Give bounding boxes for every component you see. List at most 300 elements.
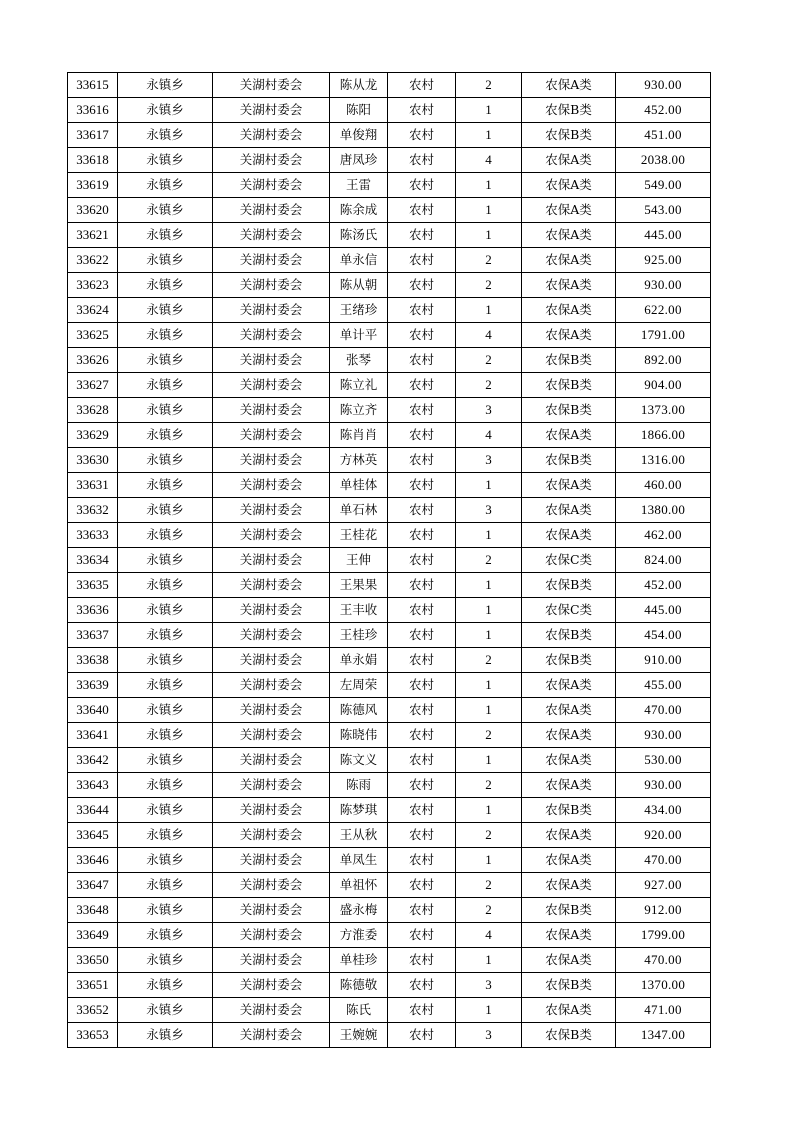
village-committee-cell: 关湖村委会 [213,598,330,623]
area-type-cell: 农村 [388,248,456,273]
township-cell: 永镇乡 [118,98,213,123]
household-count-cell: 1 [456,748,522,773]
village-committee-cell: 关湖村委会 [213,73,330,98]
serial-number-cell: 33615 [68,73,118,98]
insurance-category-cell: 农保A类 [522,823,616,848]
area-type-cell: 农村 [388,198,456,223]
village-committee-cell: 关湖村委会 [213,573,330,598]
table-row [68,373,711,398]
amount-cell: 460.00 [616,473,711,498]
amount-cell: 927.00 [616,873,711,898]
household-count-cell: 2 [456,723,522,748]
serial-number-cell: 33616 [68,98,118,123]
township-cell: 永镇乡 [118,898,213,923]
household-count-cell: 2 [456,248,522,273]
village-committee-cell: 关湖村委会 [213,423,330,448]
village-committee-cell: 关湖村委会 [213,398,330,423]
amount-cell: 451.00 [616,123,711,148]
insurance-category-cell: 农保B类 [522,1023,616,1048]
serial-number-cell: 33647 [68,873,118,898]
insurance-category-cell: 农保A类 [522,873,616,898]
person-name-cell: 唐凤珍 [330,148,388,173]
village-committee-cell: 关湖村委会 [213,1023,330,1048]
amount-cell: 445.00 [616,223,711,248]
person-name-cell: 王婉婉 [330,1023,388,1048]
household-count-cell: 2 [456,648,522,673]
table-row [68,473,711,498]
village-committee-cell: 关湖村委会 [213,498,330,523]
insurance-category-cell: 农保B类 [522,648,616,673]
village-committee-cell: 关湖村委会 [213,548,330,573]
insurance-category-cell: 农保B类 [522,973,616,998]
township-cell: 永镇乡 [118,798,213,823]
amount-cell: 824.00 [616,548,711,573]
person-name-cell: 王桂花 [330,523,388,548]
amount-cell: 920.00 [616,823,711,848]
table-row [68,348,711,373]
serial-number-cell: 33627 [68,373,118,398]
village-committee-cell: 关湖村委会 [213,998,330,1023]
area-type-cell: 农村 [388,998,456,1023]
area-type-cell: 农村 [388,798,456,823]
village-committee-cell: 关湖村委会 [213,698,330,723]
township-cell: 永镇乡 [118,673,213,698]
area-type-cell: 农村 [388,773,456,798]
serial-number-cell: 33625 [68,323,118,348]
insurance-category-cell: 农保B类 [522,98,616,123]
table-row [68,673,711,698]
insurance-category-cell: 农保C类 [522,548,616,573]
township-cell: 永镇乡 [118,473,213,498]
amount-cell: 455.00 [616,673,711,698]
village-committee-cell: 关湖村委会 [213,198,330,223]
household-count-cell: 2 [456,348,522,373]
serial-number-cell: 33621 [68,223,118,248]
village-committee-cell: 关湖村委会 [213,773,330,798]
township-cell: 永镇乡 [118,173,213,198]
table-row [68,948,711,973]
roster-body [68,73,711,1048]
insurance-category-cell: 农保B类 [522,898,616,923]
area-type-cell: 农村 [388,1023,456,1048]
table-row [68,698,711,723]
township-cell: 永镇乡 [118,573,213,598]
serial-number-cell: 33652 [68,998,118,1023]
township-cell: 永镇乡 [118,848,213,873]
township-cell: 永镇乡 [118,323,213,348]
person-name-cell: 单祖怀 [330,873,388,898]
amount-cell: 930.00 [616,773,711,798]
area-type-cell: 农村 [388,973,456,998]
table-row [68,898,711,923]
table-row [68,623,711,648]
serial-number-cell: 33631 [68,473,118,498]
village-committee-cell: 关湖村委会 [213,623,330,648]
township-cell: 永镇乡 [118,723,213,748]
village-committee-cell: 关湖村委会 [213,973,330,998]
table-row [68,498,711,523]
insurance-category-cell: 农保A类 [522,748,616,773]
amount-cell: 1866.00 [616,423,711,448]
village-committee-cell: 关湖村委会 [213,923,330,948]
township-cell: 永镇乡 [118,623,213,648]
table-row [68,973,711,998]
area-type-cell: 农村 [388,498,456,523]
township-cell: 永镇乡 [118,348,213,373]
amount-cell: 470.00 [616,848,711,873]
area-type-cell: 农村 [388,98,456,123]
township-cell: 永镇乡 [118,823,213,848]
table-row [68,123,711,148]
insurance-category-cell: 农保A类 [522,673,616,698]
serial-number-cell: 33632 [68,498,118,523]
household-count-cell: 3 [456,498,522,523]
amount-cell: 925.00 [616,248,711,273]
insurance-category-cell: 农保B类 [522,398,616,423]
household-count-cell: 1 [456,673,522,698]
village-committee-cell: 关湖村委会 [213,448,330,473]
serial-number-cell: 33639 [68,673,118,698]
serial-number-cell: 33630 [68,448,118,473]
person-name-cell: 方林英 [330,448,388,473]
person-name-cell: 单石林 [330,498,388,523]
township-cell: 永镇乡 [118,398,213,423]
area-type-cell: 农村 [388,298,456,323]
table-row [68,723,711,748]
person-name-cell: 陈余成 [330,198,388,223]
township-cell: 永镇乡 [118,198,213,223]
area-type-cell: 农村 [388,473,456,498]
serial-number-cell: 33640 [68,698,118,723]
village-committee-cell: 关湖村委会 [213,798,330,823]
person-name-cell: 单计平 [330,323,388,348]
area-type-cell: 农村 [388,873,456,898]
household-count-cell: 1 [456,798,522,823]
area-type-cell: 农村 [388,573,456,598]
person-name-cell: 王果果 [330,573,388,598]
amount-cell: 930.00 [616,723,711,748]
village-committee-cell: 关湖村委会 [213,348,330,373]
amount-cell: 471.00 [616,998,711,1023]
serial-number-cell: 33650 [68,948,118,973]
township-cell: 永镇乡 [118,423,213,448]
township-cell: 永镇乡 [118,698,213,723]
household-count-cell: 2 [456,773,522,798]
household-count-cell: 1 [456,473,522,498]
amount-cell: 543.00 [616,198,711,223]
township-cell: 永镇乡 [118,523,213,548]
insurance-category-cell: 农保A类 [522,923,616,948]
area-type-cell: 农村 [388,623,456,648]
person-name-cell: 张琴 [330,348,388,373]
area-type-cell: 农村 [388,73,456,98]
table-row [68,448,711,473]
household-count-cell: 4 [456,323,522,348]
serial-number-cell: 33648 [68,898,118,923]
serial-number-cell: 33618 [68,148,118,173]
insurance-category-cell: 农保B类 [522,448,616,473]
township-cell: 永镇乡 [118,598,213,623]
table-row [68,148,711,173]
insurance-category-cell: 农保A类 [522,948,616,973]
table-row [68,773,711,798]
household-count-cell: 1 [456,948,522,973]
area-type-cell: 农村 [388,923,456,948]
household-count-cell: 2 [456,73,522,98]
area-type-cell: 农村 [388,348,456,373]
person-name-cell: 陈阳 [330,98,388,123]
amount-cell: 2038.00 [616,148,711,173]
table-row [68,273,711,298]
amount-cell: 930.00 [616,73,711,98]
amount-cell: 904.00 [616,373,711,398]
person-name-cell: 陈德风 [330,698,388,723]
insurance-category-cell: 农保A类 [522,498,616,523]
person-name-cell: 王桂珍 [330,623,388,648]
insurance-category-cell: 农保A类 [522,223,616,248]
village-committee-cell: 关湖村委会 [213,523,330,548]
serial-number-cell: 33642 [68,748,118,773]
insurance-category-cell: 农保A类 [522,173,616,198]
household-count-cell: 3 [456,398,522,423]
insurance-category-cell: 农保A类 [522,298,616,323]
serial-number-cell: 33645 [68,823,118,848]
person-name-cell: 陈德敬 [330,973,388,998]
household-count-cell: 2 [456,873,522,898]
serial-number-cell: 33619 [68,173,118,198]
area-type-cell: 农村 [388,323,456,348]
table-row [68,173,711,198]
amount-cell: 1791.00 [616,323,711,348]
insurance-category-cell: 农保A类 [522,848,616,873]
serial-number-cell: 33651 [68,973,118,998]
household-count-cell: 1 [456,623,522,648]
serial-number-cell: 33620 [68,198,118,223]
household-count-cell: 3 [456,973,522,998]
person-name-cell: 方淮委 [330,923,388,948]
household-count-cell: 2 [456,273,522,298]
person-name-cell: 单桂体 [330,473,388,498]
person-name-cell: 王绪珍 [330,298,388,323]
serial-number-cell: 33653 [68,1023,118,1048]
insurance-category-cell: 农保B类 [522,348,616,373]
serial-number-cell: 33629 [68,423,118,448]
area-type-cell: 农村 [388,373,456,398]
person-name-cell: 陈氏 [330,998,388,1023]
serial-number-cell: 33634 [68,548,118,573]
household-count-cell: 1 [456,123,522,148]
amount-cell: 462.00 [616,523,711,548]
amount-cell: 930.00 [616,273,711,298]
table-row [68,248,711,273]
area-type-cell: 农村 [388,823,456,848]
village-committee-cell: 关湖村委会 [213,473,330,498]
person-name-cell: 王伸 [330,548,388,573]
area-type-cell: 农村 [388,398,456,423]
household-count-cell: 1 [456,573,522,598]
insurance-category-cell: 农保B类 [522,623,616,648]
area-type-cell: 农村 [388,523,456,548]
amount-cell: 470.00 [616,698,711,723]
roster-table [67,72,711,1048]
village-committee-cell: 关湖村委会 [213,848,330,873]
amount-cell: 434.00 [616,798,711,823]
area-type-cell: 农村 [388,948,456,973]
table-row [68,648,711,673]
serial-number-cell: 33649 [68,923,118,948]
person-name-cell: 陈肖肖 [330,423,388,448]
table-row [68,823,711,848]
village-committee-cell: 关湖村委会 [213,648,330,673]
township-cell: 永镇乡 [118,973,213,998]
insurance-category-cell: 农保A类 [522,773,616,798]
township-cell: 永镇乡 [118,248,213,273]
table-row [68,798,711,823]
table-row [68,523,711,548]
insurance-category-cell: 农保C类 [522,598,616,623]
township-cell: 永镇乡 [118,873,213,898]
household-count-cell: 2 [456,823,522,848]
township-cell: 永镇乡 [118,448,213,473]
household-count-cell: 4 [456,148,522,173]
amount-cell: 470.00 [616,948,711,973]
village-committee-cell: 关湖村委会 [213,173,330,198]
household-count-cell: 2 [456,898,522,923]
amount-cell: 454.00 [616,623,711,648]
insurance-category-cell: 农保A类 [522,473,616,498]
serial-number-cell: 33638 [68,648,118,673]
table-row [68,848,711,873]
area-type-cell: 农村 [388,698,456,723]
township-cell: 永镇乡 [118,298,213,323]
township-cell: 永镇乡 [118,923,213,948]
village-committee-cell: 关湖村委会 [213,898,330,923]
insurance-category-cell: 农保A类 [522,73,616,98]
table-row [68,298,711,323]
area-type-cell: 农村 [388,448,456,473]
household-count-cell: 3 [456,1023,522,1048]
insurance-category-cell: 农保A类 [522,523,616,548]
serial-number-cell: 33646 [68,848,118,873]
village-committee-cell: 关湖村委会 [213,673,330,698]
serial-number-cell: 33626 [68,348,118,373]
person-name-cell: 陈从龙 [330,73,388,98]
insurance-category-cell: 农保A类 [522,323,616,348]
area-type-cell: 农村 [388,223,456,248]
household-count-cell: 1 [456,198,522,223]
person-name-cell: 陈立齐 [330,398,388,423]
table-row [68,423,711,448]
amount-cell: 1316.00 [616,448,711,473]
village-committee-cell: 关湖村委会 [213,98,330,123]
insurance-category-cell: 农保A类 [522,698,616,723]
amount-cell: 452.00 [616,573,711,598]
township-cell: 永镇乡 [118,148,213,173]
area-type-cell: 农村 [388,898,456,923]
table-row [68,73,711,98]
amount-cell: 1370.00 [616,973,711,998]
person-name-cell: 单永娟 [330,648,388,673]
village-committee-cell: 关湖村委会 [213,123,330,148]
household-count-cell: 2 [456,548,522,573]
insurance-category-cell: 农保B类 [522,373,616,398]
insurance-category-cell: 农保A类 [522,423,616,448]
amount-cell: 1380.00 [616,498,711,523]
insurance-category-cell: 农保A类 [522,148,616,173]
household-count-cell: 1 [456,598,522,623]
table-row [68,398,711,423]
table-row [68,198,711,223]
area-type-cell: 农村 [388,548,456,573]
person-name-cell: 陈雨 [330,773,388,798]
amount-cell: 1799.00 [616,923,711,948]
household-count-cell: 1 [456,173,522,198]
village-committee-cell: 关湖村委会 [213,323,330,348]
household-count-cell: 1 [456,223,522,248]
township-cell: 永镇乡 [118,948,213,973]
village-committee-cell: 关湖村委会 [213,223,330,248]
insurance-category-cell: 农保A类 [522,998,616,1023]
table-row [68,873,711,898]
table-row [68,323,711,348]
township-cell: 永镇乡 [118,748,213,773]
area-type-cell: 农村 [388,123,456,148]
serial-number-cell: 33643 [68,773,118,798]
amount-cell: 1373.00 [616,398,711,423]
household-count-cell: 4 [456,923,522,948]
person-name-cell: 陈立礼 [330,373,388,398]
table-row [68,548,711,573]
amount-cell: 912.00 [616,898,711,923]
township-cell: 永镇乡 [118,373,213,398]
amount-cell: 622.00 [616,298,711,323]
area-type-cell: 农村 [388,848,456,873]
insurance-category-cell: 农保A类 [522,248,616,273]
serial-number-cell: 33628 [68,398,118,423]
area-type-cell: 农村 [388,148,456,173]
area-type-cell: 农村 [388,723,456,748]
person-name-cell: 单俊翔 [330,123,388,148]
table-row [68,573,711,598]
person-name-cell: 单永信 [330,248,388,273]
household-count-cell: 3 [456,448,522,473]
township-cell: 永镇乡 [118,498,213,523]
table-row [68,923,711,948]
serial-number-cell: 33635 [68,573,118,598]
household-count-cell: 1 [456,298,522,323]
person-name-cell: 陈晓伟 [330,723,388,748]
area-type-cell: 农村 [388,598,456,623]
amount-cell: 452.00 [616,98,711,123]
insurance-category-cell: 农保A类 [522,198,616,223]
village-committee-cell: 关湖村委会 [213,823,330,848]
amount-cell: 549.00 [616,173,711,198]
village-committee-cell: 关湖村委会 [213,273,330,298]
amount-cell: 892.00 [616,348,711,373]
household-count-cell: 4 [456,423,522,448]
serial-number-cell: 33617 [68,123,118,148]
area-type-cell: 农村 [388,748,456,773]
township-cell: 永镇乡 [118,548,213,573]
area-type-cell: 农村 [388,273,456,298]
household-count-cell: 2 [456,373,522,398]
person-name-cell: 单桂珍 [330,948,388,973]
village-committee-cell: 关湖村委会 [213,948,330,973]
table-row [68,1023,711,1048]
township-cell: 永镇乡 [118,273,213,298]
insurance-category-cell: 农保B类 [522,573,616,598]
serial-number-cell: 33633 [68,523,118,548]
